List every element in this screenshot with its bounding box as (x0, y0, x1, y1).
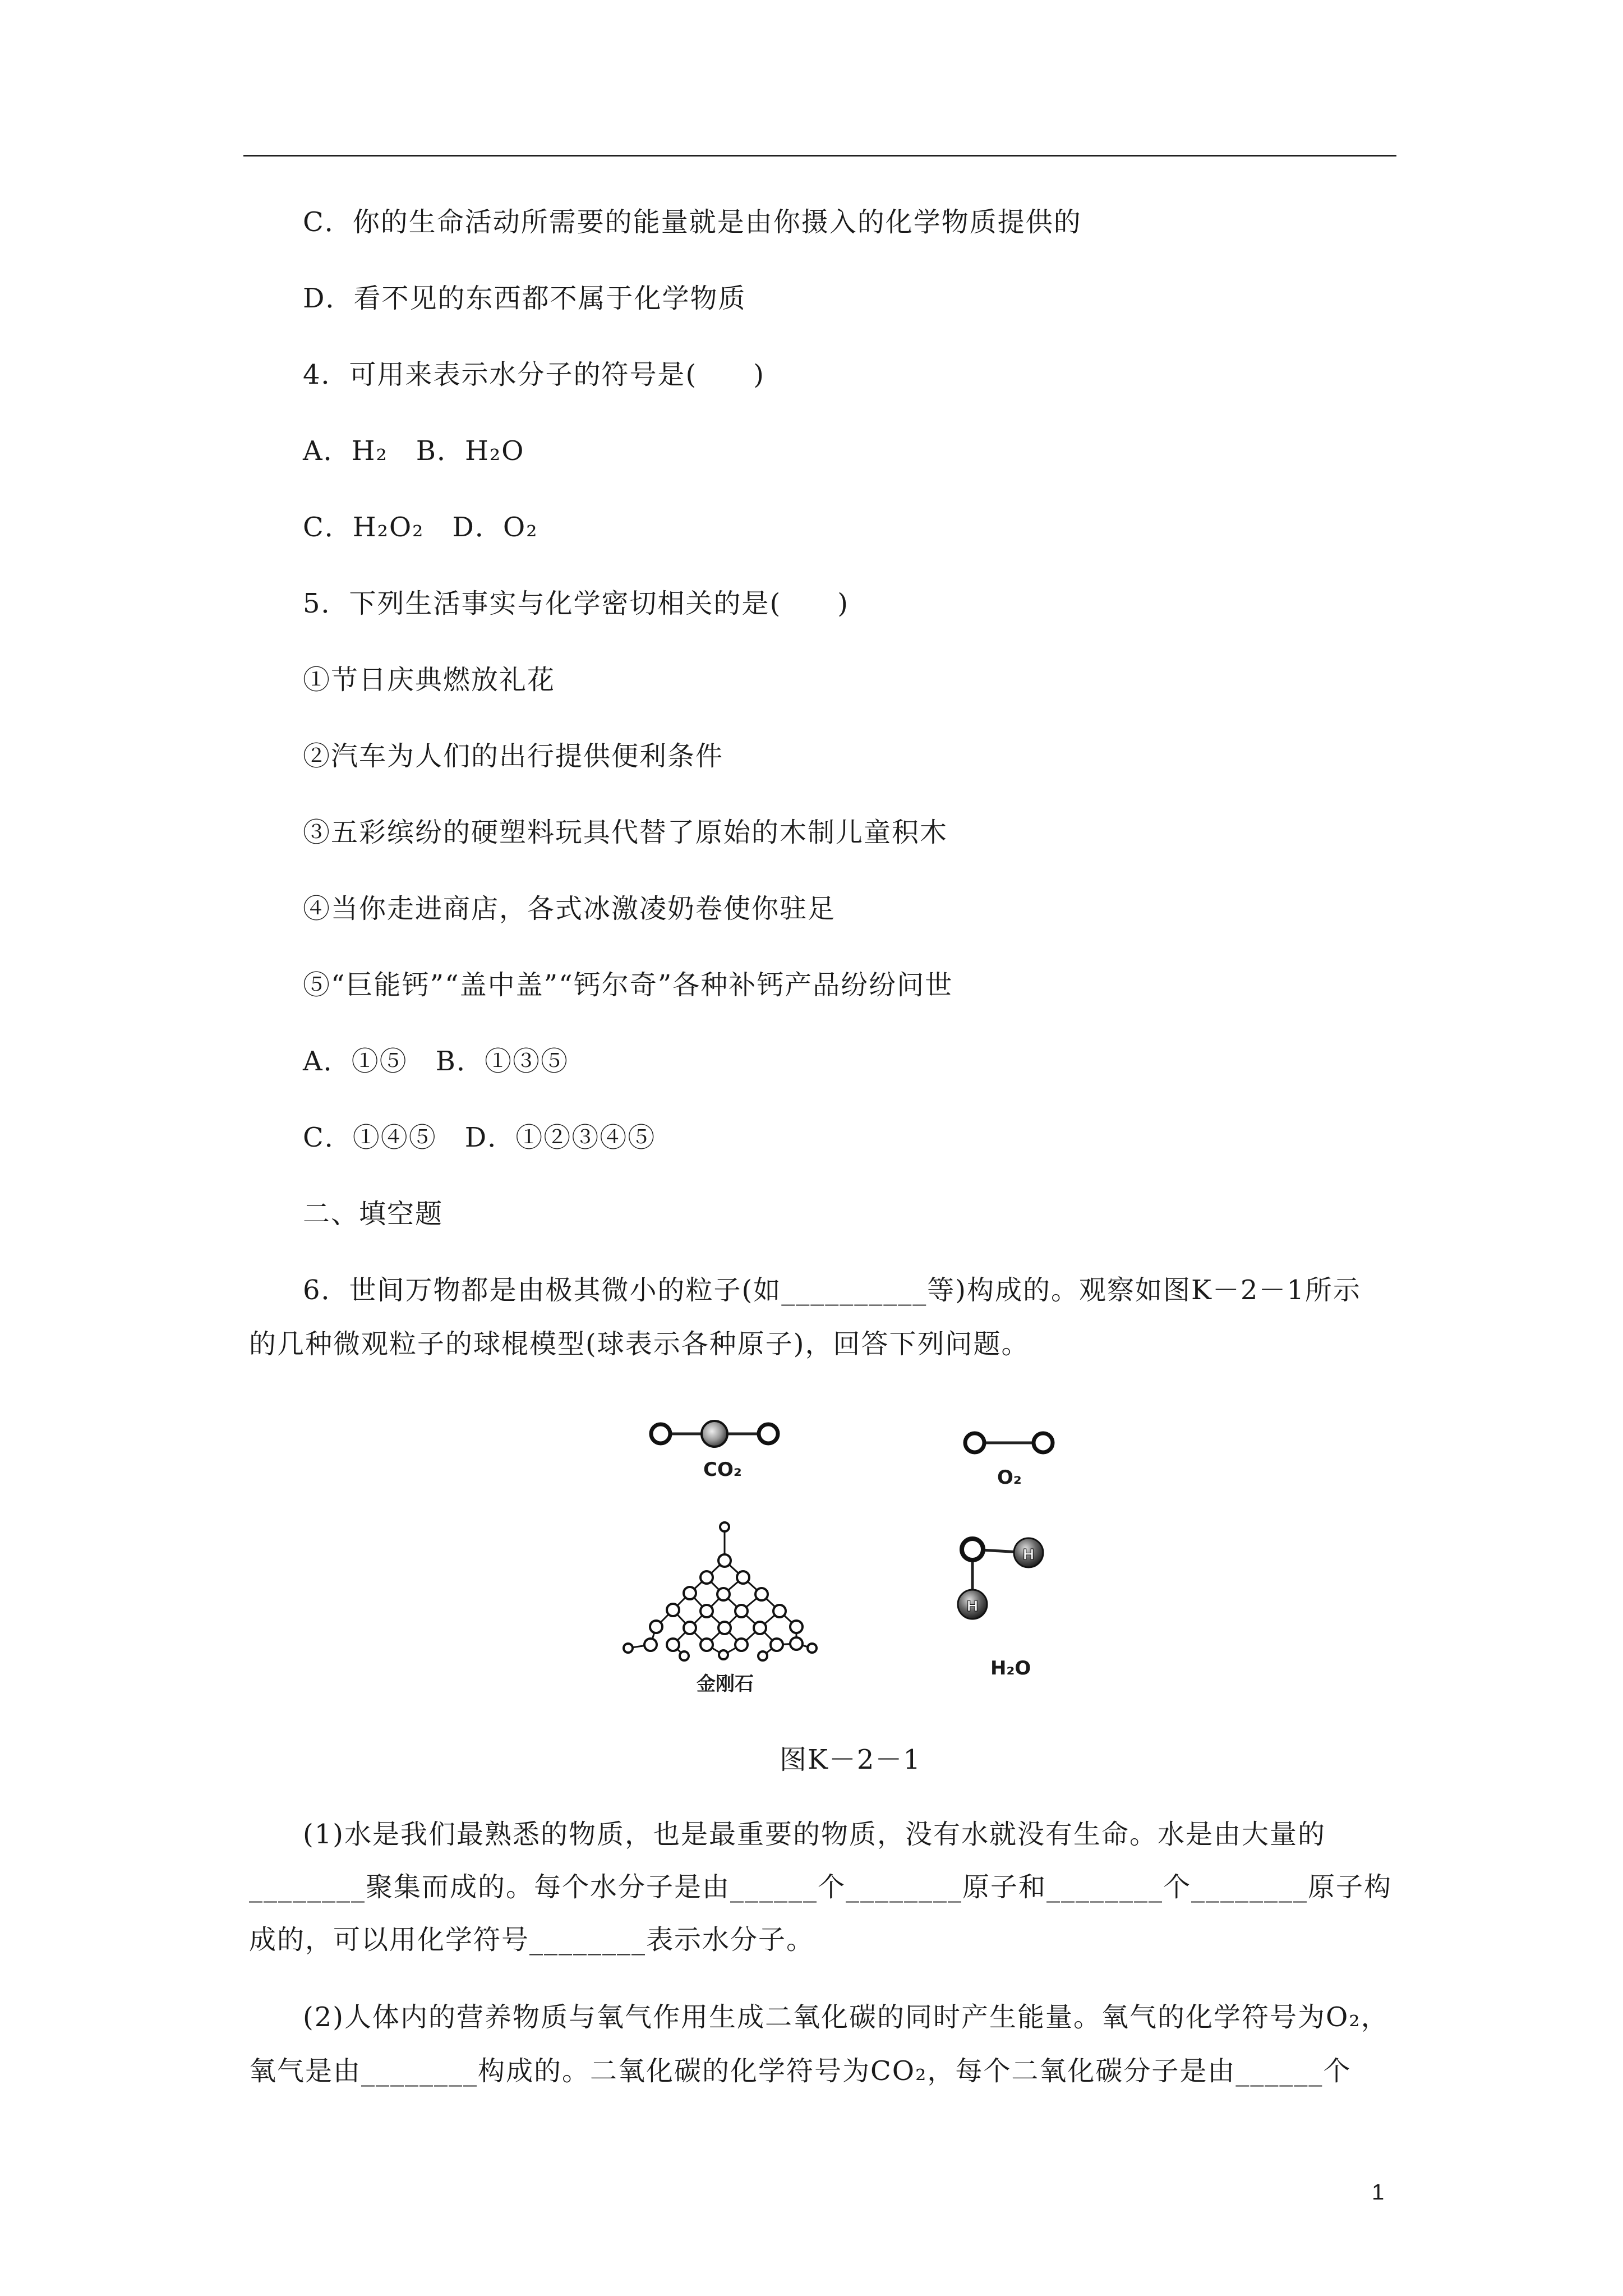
option-d-q3: D．看不见的东西都不属于化学物质 (303, 283, 746, 314)
h2o-label: H₂O (990, 1657, 1031, 1680)
q5-options-ab: A．①⑤ B．①③⑤ (303, 1046, 569, 1077)
q5-item-1: ①节日庆典燃放礼花 (303, 664, 556, 696)
header-rule (243, 155, 1396, 157)
h2o-model (958, 1538, 1043, 1619)
q4-options-ab: A．H₂ B．H₂O (303, 435, 525, 467)
page-number: 1 (1372, 2180, 1385, 2205)
diamond-label: 金刚石 (697, 1673, 754, 1695)
o2-label: O₂ (997, 1466, 1022, 1489)
question-4: 4．可用来表示水分子的符号是( ) (303, 359, 765, 390)
q5-item-2: ②汽车为人们的出行提供便利条件 (303, 740, 724, 772)
figure-caption: 图K－2－1 (780, 1744, 921, 1775)
question-5: 5．下列生活事实与化学密切相关的是( ) (303, 588, 849, 619)
diamond-atoms (624, 1522, 817, 1660)
question-6-line-1: 6．世间万物都是由极其微小的粒子(如__________等)构成的。观察如图K－2－1所示 (303, 1274, 1361, 1306)
section-heading-fill-in: 二、填空题 (303, 1198, 444, 1230)
ball-and-stick-figure (617, 1397, 1122, 1711)
co2-label: CO₂ (703, 1458, 742, 1481)
q5-item-4: ④当你走进商店，各式冰激凌奶卷使你驻足 (303, 893, 836, 924)
question-6-line-2: 的几种微观粒子的球棍模型(球表示各种原子)，回答下列问题。 (249, 1328, 1030, 1360)
q5-item-3: ③五彩缤纷的硬塑料玩具代替了原始的木制儿童积木 (303, 817, 948, 848)
h-atom-label: H (1022, 1545, 1035, 1563)
h-atom-label: H (966, 1597, 979, 1614)
q5-options-cd: C．①④⑤ D．①②③④⑤ (303, 1122, 656, 1153)
co2-model (651, 1421, 778, 1447)
q5-item-5: ⑤“巨能钙”“盖中盖”“钙尔奇”各种补钙产品纷纷问世 (303, 969, 953, 1001)
q6-part2-line-2: 氧气是由________构成的。二氧化碳的化学符号为CO₂，每个二氧化碳分子是由______个 (249, 2055, 1352, 2087)
q6-part1-line-2: ________聚集而成的。每个水分子是由______个________原子和________个________原子构 (249, 1871, 1393, 1903)
q6-part1-line-3: 成的，可以用化学符号________表示水分子。 (249, 1924, 815, 1955)
q6-part2-line-1: (2)人体内的营养物质与氧气作用生成二氧化碳的同时产生能量。氧气的化学符号为O₂， (303, 2001, 1389, 2033)
o2-model (965, 1433, 1053, 1452)
q6-part1-line-1: (1)水是我们最熟悉的物质，也是最重要的物质，没有水就没有生命。水是由大量的 (303, 1819, 1326, 1850)
q4-options-cd: C．H₂O₂ D．O₂ (303, 512, 538, 543)
molecule-models (617, 1397, 1122, 1711)
option-c-q3: C．你的生命活动所需要的能量就是由你摄入的化学物质提供的 (303, 206, 1082, 238)
